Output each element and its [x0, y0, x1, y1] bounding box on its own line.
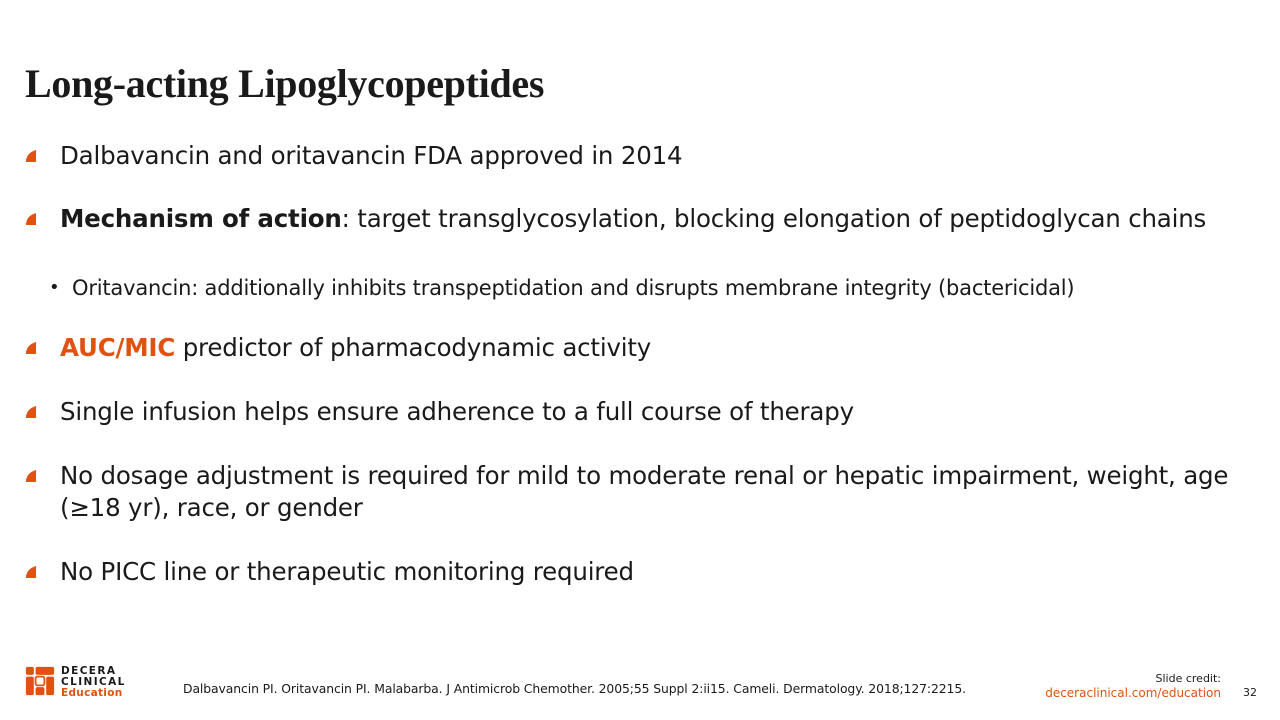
bullet-item [60, 396, 1230, 428]
sub-bullet-item [49, 274, 1252, 302]
page-number: 32 [1243, 686, 1257, 699]
bullet-text: No PICC line or therapeutic monitoring required [60, 557, 634, 586]
bullet-item [60, 203, 1230, 235]
sub-bullet-text: Oritavancin: additionally inhibits transpeptidation and disrupts membrane integrity (bactericidal) [72, 276, 1075, 300]
bullet-text: Dalbavancin and oritavancin FDA approved in 2014 [60, 141, 683, 170]
credit-link[interactable]: deceraclinical.com/education [1045, 686, 1221, 700]
sub-bullet-dot: • [49, 277, 60, 298]
bullet-item [60, 332, 1230, 364]
bullet-marker-icon [24, 405, 38, 419]
bullet-lead: Mechanism of action [60, 204, 342, 233]
bullet-item [60, 460, 1230, 524]
bullet-marker-icon [24, 341, 38, 355]
bullet-marker-icon [24, 469, 38, 483]
decera-logo-icon [25, 666, 55, 696]
bullet-item [60, 140, 1230, 172]
bullet-text: No dosage adjustment is required for mild to moderate renal or hepatic impairment, weight, age (≥18 yr), race, or gender [60, 461, 1229, 522]
bullet-text: Single infusion helps ensure adherence to a full course of therapy [60, 397, 854, 426]
logo-line2: CLINICAL [61, 676, 126, 688]
bullet-text: predictor of pharmacodynamic activity [175, 333, 652, 362]
slide-credit [1045, 672, 1221, 700]
logo-wordmark [61, 666, 126, 699]
bullet-marker-icon [24, 565, 38, 579]
credit-label: Slide credit: [1155, 672, 1221, 685]
bullet-text: : target transglycosylation, blocking elongation of peptidoglycan chains [341, 204, 1207, 233]
slide-title: Long-acting Lipoglycopeptides [25, 61, 545, 106]
bullet-marker-icon [24, 212, 38, 226]
logo-line1: DECERA [61, 665, 117, 677]
logo-line3: Education [61, 687, 123, 699]
bullet-marker-icon [24, 149, 38, 163]
bullet-item [60, 556, 1230, 588]
bullet-lead: AUC/MIC [60, 333, 176, 362]
references: Dalbavancin PI. Oritavancin PI. Malabarba. J Antimicrob Chemother. 2005;55 Suppl 2:ii15. Cameli. Dermatology. 2018;127:2215. [183, 681, 966, 696]
